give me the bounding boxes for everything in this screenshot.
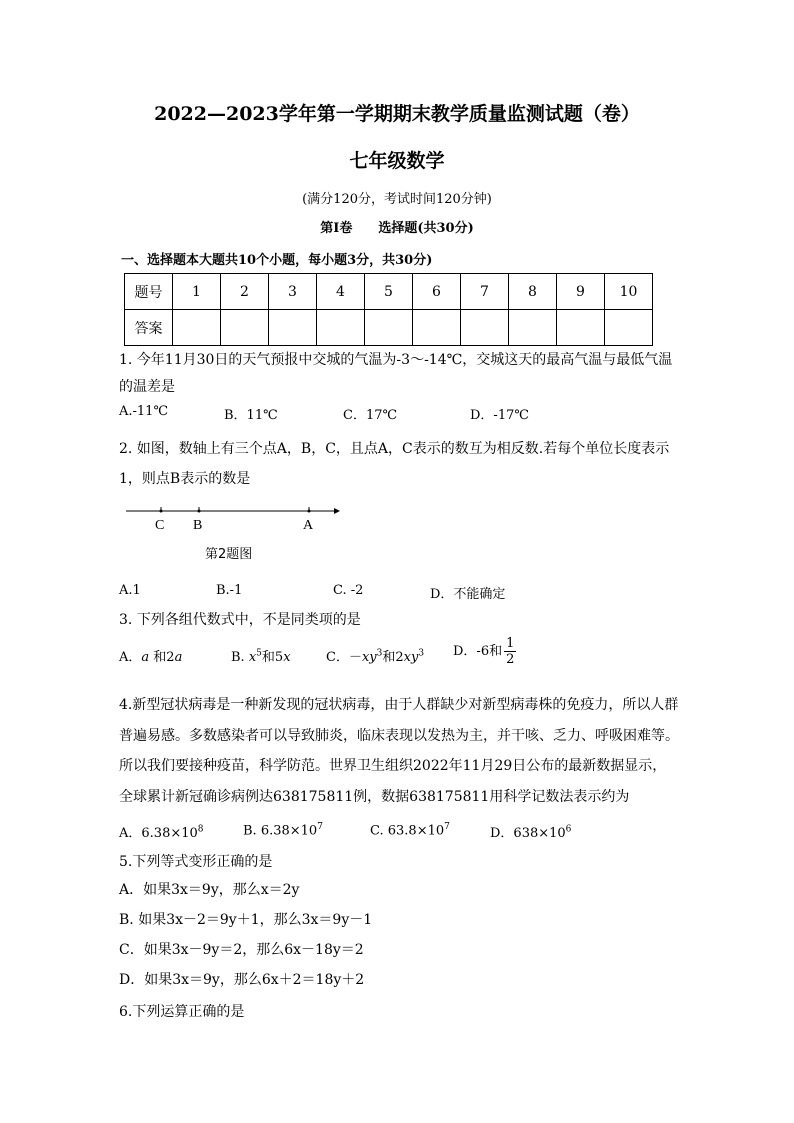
part-heading <box>0 217 794 236</box>
point-a-label: A <box>303 518 314 533</box>
q4-stem-line2: 普遍易感。多数感染者可以导致肺炎，临床表现以发热为主，并干咳、乏力、呼吸困难等。 <box>119 728 679 744</box>
q1-option-a: A.-11℃ <box>119 404 168 419</box>
q5-option-c: C．如果3x－9y＝2，那么6x－18y＝2 <box>119 942 364 958</box>
exam-note: (满分120分，考试时间120分钟) <box>302 192 492 207</box>
table-cell-number: 4 <box>317 274 365 310</box>
q4-stem-line1: 4.新型冠状病毒是一种新发现的冠状病毒，由于人群缺少对新型病毒株的免疫力，所以人群 <box>119 697 679 713</box>
number-line-arrow <box>334 508 340 514</box>
part-left: 第Ⅰ卷 <box>320 221 353 236</box>
table-cell-number: 6 <box>413 274 461 310</box>
q3-option-b: B. $x^5$和5x <box>231 648 291 665</box>
fraction-one-half: $\frac{1}{2}$ <box>506 636 515 667</box>
q2-option-b: B.-1 <box>216 583 243 598</box>
answer-cell[interactable] <box>221 310 269 346</box>
q3-option-c: C．$-xy^3$和$2xy^3$ <box>326 648 425 665</box>
q5-option-d: D．如果3x＝9y，那么6x＋2＝18y＋2 <box>119 972 365 988</box>
answer-table-answer-row <box>125 310 653 346</box>
part-right: 选择题(共30分) <box>378 221 474 236</box>
answer-cell[interactable] <box>173 310 221 346</box>
answer-cell[interactable] <box>269 310 317 346</box>
table-cell-number: 10 <box>605 274 653 310</box>
point-c-marker <box>160 510 163 513</box>
q4-stem-line4: 全球累计新冠确诊病例达638175811例，数据638175811用科学记数法表示约为 <box>119 789 630 805</box>
q1-option-c: C．17℃ <box>343 408 398 423</box>
q1-stem-line1: 1. 今年11月30日的天气预报中交城的气温为-3～-14℃，交城这天的最高气温与最低气温 <box>119 352 673 368</box>
q1-option-b: B．11℃ <box>224 408 278 423</box>
q6-stem: 6.下列运算正确的是 <box>119 1004 245 1020</box>
q3-option-d: D．-6和 $\frac{1}{2}$ <box>453 636 515 667</box>
table-cell-number: 9 <box>557 274 605 310</box>
q2-option-d: D．不能确定 <box>430 587 506 602</box>
q4-option-c: C. $63.8\times 10^7$ <box>370 822 450 839</box>
answer-cell[interactable] <box>509 310 557 346</box>
q4-option-d: D．$638\times 10^6$ <box>490 824 572 841</box>
table-cell-number: 8 <box>509 274 557 310</box>
table-cell-number: 1 <box>173 274 221 310</box>
q4-option-b: B. $6.38\times 10^7$ <box>243 822 323 839</box>
table-cell-number: 5 <box>365 274 413 310</box>
q2-option-a: A.1 <box>119 583 141 598</box>
table-label-answer: 答案 <box>125 310 173 346</box>
q5-option-b: B. 如果3x－2＝9y＋1，那么3x＝9y－1 <box>119 912 373 928</box>
q2-stem-line1: 2. 如图，数轴上有三个点A，B，C，且点A，C表示的数互为相反数.若每个单位长度表示 <box>119 441 670 457</box>
point-b-label: B <box>193 518 203 533</box>
q3-stem: 3. 下列各组代数式中，不是同类项的是 <box>119 612 361 628</box>
q1-stem-line2: 的温差是 <box>119 379 175 395</box>
q3-option-a: A．a 和2a <box>119 650 183 665</box>
answer-table <box>124 273 653 346</box>
table-label-number: 题号 <box>125 274 173 310</box>
answer-cell[interactable] <box>461 310 509 346</box>
q4-option-a: A．$6.38\times 10^8$ <box>119 824 204 841</box>
table-cell-number: 3 <box>269 274 317 310</box>
q5-stem: 5.下列等式变形正确的是 <box>119 854 273 870</box>
answer-table-header-row <box>125 274 653 310</box>
exam-title: 2022—2023学年第一学期期末教学质量监测试题（卷） <box>154 103 640 125</box>
number-line-figure <box>120 500 350 534</box>
point-a-marker <box>308 510 311 513</box>
q2-stem-line2: 1，则点B表示的数是 <box>119 471 251 487</box>
table-cell-number: 7 <box>461 274 509 310</box>
answer-cell[interactable] <box>413 310 461 346</box>
q4-stem-line3: 所以我们要接种疫苗，科学防范。世界卫生组织2022年11月29日公布的最新数据显示， <box>119 758 667 774</box>
answer-cell[interactable] <box>317 310 365 346</box>
q2-option-c: C. -2 <box>333 583 364 598</box>
point-c-label: C <box>155 518 165 533</box>
table-cell-number: 2 <box>221 274 269 310</box>
answer-cell[interactable] <box>605 310 653 346</box>
q1-option-d: D．-17℃ <box>470 408 529 423</box>
q5-option-a: A．如果3x＝9y，那么x＝2y <box>119 882 300 898</box>
exam-subtitle: 七年级数学 <box>349 150 445 172</box>
figure-caption: 第2题图 <box>205 547 253 562</box>
answer-cell[interactable] <box>557 310 605 346</box>
point-b-marker <box>198 510 201 513</box>
section-heading: 一、选择题本大题共10个小题，每小题3分，共30分) <box>121 253 433 268</box>
answer-cell[interactable] <box>365 310 413 346</box>
